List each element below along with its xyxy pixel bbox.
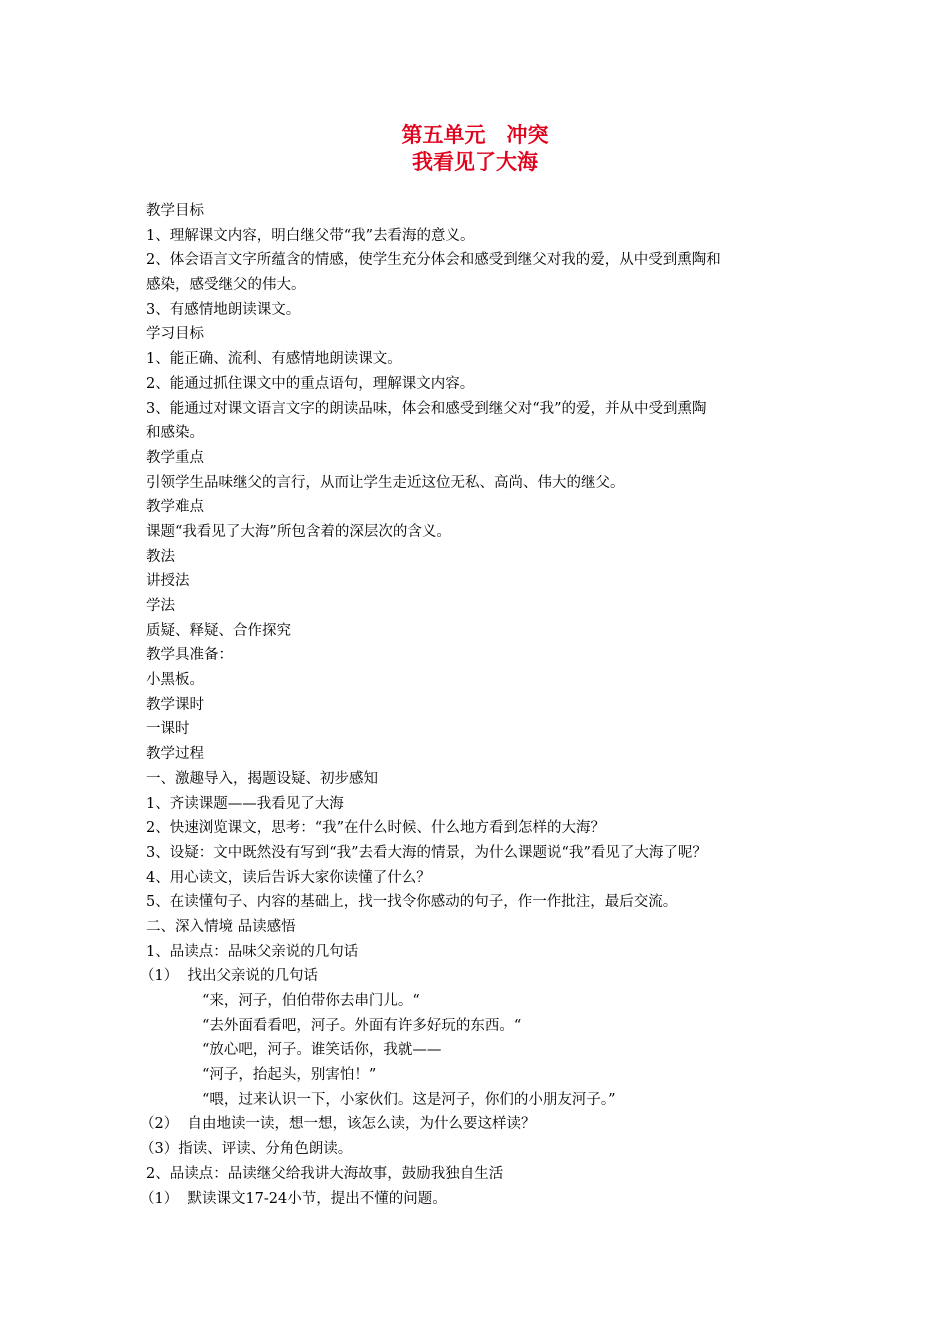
text-line: 课题“我看见了大海”所包含着的深层次的含义。 (146, 523, 451, 540)
title-block (0, 122, 950, 176)
text-line: 感染，感受继父的伟大。 (146, 277, 306, 294)
lesson-title: 我看见了大海 (412, 150, 538, 174)
quote-line: “去外面看看吧，河子。外面有许多好玩的东西。“ (202, 1017, 522, 1034)
text-line: （3）指读、评读、分角色朗读。 (140, 1141, 353, 1158)
text-line: 3、能通过对课文语言文字的朗读品味，体会和感受到继父对“我”的爱，并从中受到熏陶 (146, 400, 707, 417)
text-line: 1、能正确、流利、有感情地朗读课文。 (146, 351, 402, 368)
heading-class-hours: 教学课时 (146, 696, 204, 713)
text-line: （1） 默读课文17-24小节，提出不懂的问题。 (140, 1190, 447, 1207)
text-line: 2、能通过抓住课文中的重点语句，理解课文内容。 (146, 375, 475, 392)
text-line: 小黑板。 (146, 672, 204, 689)
section-heading: 一、激趣导入，揭题设疑、初步感知 (146, 770, 378, 787)
heading-learning-method: 学法 (146, 598, 175, 614)
text-line: 2、体会语言文字所蕴含的情感，使学生充分体会和感受到继父对我的爱，从中受到熏陶和 (146, 252, 721, 269)
heading-materials: 教学具准备： (146, 647, 233, 664)
text-line: 引领学生品味继父的言行，从而让学生走近这位无私、高尚、伟大的继父。 (146, 474, 625, 491)
quote-line: “喂，过来认识一下，小家伙们。这是河子，你们的小朋友河子。” (202, 1091, 616, 1108)
text-line: 2、品读点：品读继父给我讲大海故事，鼓励我独自生活 (146, 1165, 504, 1182)
text-line: 一课时 (146, 721, 190, 738)
text-line: 讲授法 (146, 573, 190, 590)
text-line: 2、快速浏览课文，思考：“我”在什么时候、什么地方看到怎样的大海？ (146, 820, 606, 837)
text-line: 1、齐读课题——我看见了大海 (146, 795, 344, 812)
quote-line: “河子，抬起头，别害怕！” (202, 1067, 377, 1084)
unit-title: 第五单元 冲突 (401, 123, 549, 147)
text-line: 4、用心读文，读后告诉大家你读懂了什么？ (146, 869, 431, 886)
text-line: 3、有感情地朗读课文。 (146, 301, 301, 318)
text-line: 3、设疑：文中既然没有写到“我”去看大海的情景，为什么课题说“我”看见了大海了呢？ (146, 844, 707, 861)
text-line: （1） 找出父亲说的几句话 (140, 968, 318, 985)
heading-teaching-goals: 教学目标 (146, 203, 204, 219)
text-line: 5、在读懂句子、内容的基础上，找一找令你感动的句子，作一作批注，最后交流。 (146, 894, 678, 911)
text-line: （2） 自由地读一读，想一想，该怎么读，为什么要这样读？ (140, 1116, 536, 1133)
heading-key-points: 教学重点 (146, 449, 204, 466)
body-text (140, 199, 826, 1211)
section-heading: 二、深入情境 品读感悟 (146, 918, 296, 935)
heading-learning-goals: 学习目标 (146, 326, 204, 343)
heading-teaching-method: 教法 (146, 548, 175, 565)
heading-difficulties: 教学难点 (146, 499, 204, 516)
text-line: 质疑、释疑、合作探究 (146, 622, 291, 639)
heading-process: 教学过程 (146, 746, 204, 763)
text-line: 1、理解课文内容，明白继父带“我”去看海的意义。 (146, 227, 475, 244)
text-line: 和感染。 (146, 425, 204, 442)
quote-line: “来，河子，伯伯带你去串门儿。“ (202, 993, 420, 1009)
quote-line: “放心吧，河子。谁笑话你，我就—— (202, 1042, 442, 1059)
text-line: 1、品读点：品味父亲说的几句话 (146, 943, 359, 960)
